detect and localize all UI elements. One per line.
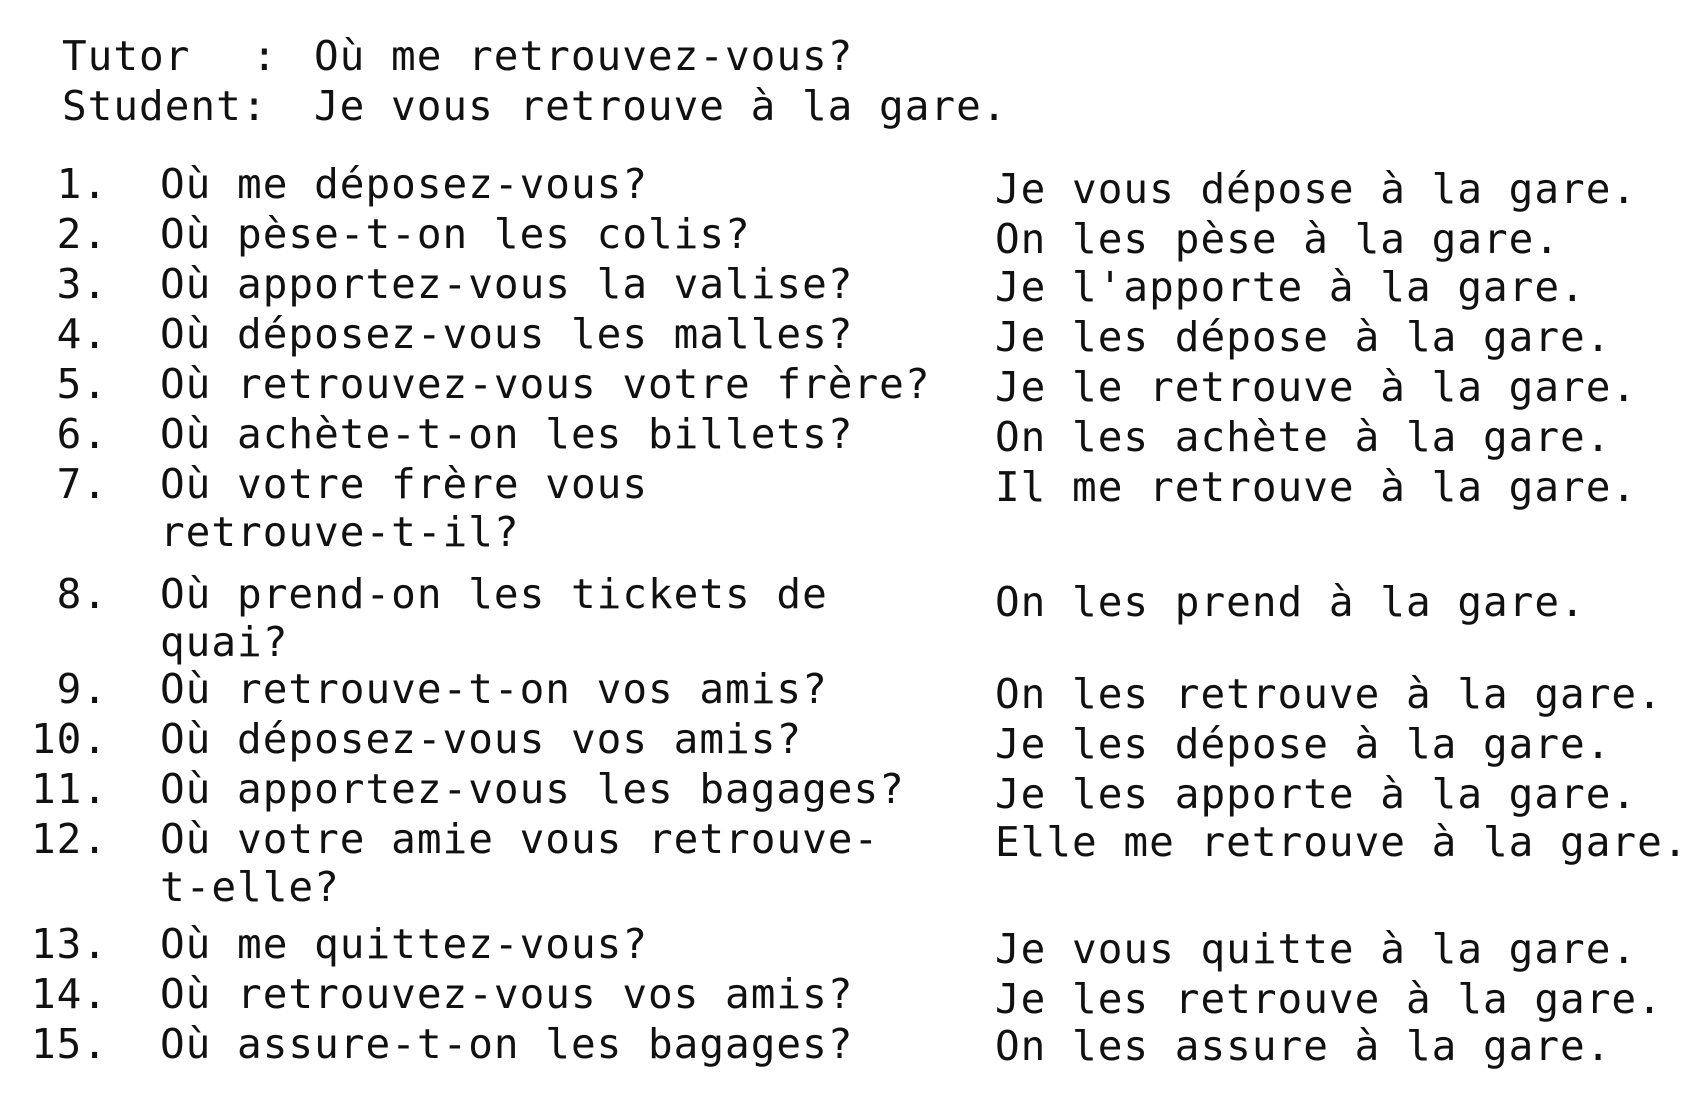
drill-number: 11. (30, 765, 108, 813)
drill-question: Où déposez-vous les malles? (160, 310, 854, 358)
drill-question: Où apportez-vous les bagages? (160, 765, 905, 813)
drill-answer: Je les retrouve à la gare. (995, 975, 1663, 1023)
student-response: Je vous retrouve à la gare. (314, 82, 1008, 130)
drill-answer: On les assure à la gare. (995, 1022, 1612, 1070)
drill-answer: Je les apporte à la gare. (995, 770, 1638, 818)
drill-answer: On les retrouve à la gare. (995, 670, 1663, 718)
drill-number: 8. (56, 570, 108, 618)
drill-question: Où retrouvez-vous vos amis? (160, 970, 854, 1018)
drill-answer: Je les dépose à la gare. (995, 313, 1612, 361)
drill-answer: On les pèse à la gare. (995, 215, 1561, 263)
drill-number: 5. (56, 360, 108, 408)
tutor-colon: : (252, 32, 278, 80)
drill-number: 4. (56, 310, 108, 358)
drill-number: 9. (56, 665, 108, 713)
drill-question: Où assure-t-on les bagages? (160, 1020, 854, 1068)
drill-question: Où me déposez-vous? (160, 160, 648, 208)
drill-number: 12. (30, 815, 108, 863)
drill-number: 6. (56, 410, 108, 458)
drill-question: Où apportez-vous la valise? (160, 260, 854, 308)
student-label: Student: (62, 82, 268, 130)
drill-question: Où prend-on les tickets de (160, 570, 828, 618)
drill-question-continuation: retrouve-t-il? (160, 508, 520, 556)
drill-number: 14. (30, 970, 108, 1018)
drill-answer: On les prend à la gare. (995, 578, 1586, 626)
drill-answer: Je le retrouve à la gare. (995, 363, 1638, 411)
drill-answer: Il me retrouve à la gare. (995, 463, 1638, 511)
drill-answer: Je vous quitte à la gare. (995, 925, 1638, 973)
drill-number: 2. (56, 210, 108, 258)
drill-number: 7. (56, 460, 108, 508)
drill-number: 1. (56, 160, 108, 208)
drill-question-continuation: quai? (160, 618, 289, 666)
drill-answer: On les achète à la gare. (995, 413, 1612, 461)
drill-question: Où votre frère vous (160, 460, 648, 508)
drill-question: Où votre amie vous retrouve- (160, 815, 880, 863)
drill-question: Où retrouvez-vous votre frère? (160, 360, 931, 408)
drill-answer: Je l'apporte à la gare. (995, 263, 1586, 311)
drill-answer: Je les dépose à la gare. (995, 720, 1612, 768)
drill-question: Où achète-t-on les billets? (160, 410, 854, 458)
tutor-prompt: Où me retrouvez-vous? (314, 32, 854, 80)
drill-number: 10. (30, 715, 108, 763)
drill-number: 15. (30, 1020, 108, 1068)
drill-answer: Je vous dépose à la gare. (995, 165, 1638, 213)
drill-question: Où pèse-t-on les colis? (160, 210, 751, 258)
drill-number: 13. (30, 920, 108, 968)
drill-question: Où retrouve-t-on vos amis? (160, 665, 828, 713)
drill-question: Où me quittez-vous? (160, 920, 648, 968)
drill-answer: Elle me retrouve à la gare. (995, 818, 1689, 866)
drill-question: Où déposez-vous vos amis? (160, 715, 803, 763)
drill-question-continuation: t-elle? (160, 863, 340, 911)
drill-number: 3. (56, 260, 108, 308)
tutor-label: Tutor (62, 32, 191, 80)
